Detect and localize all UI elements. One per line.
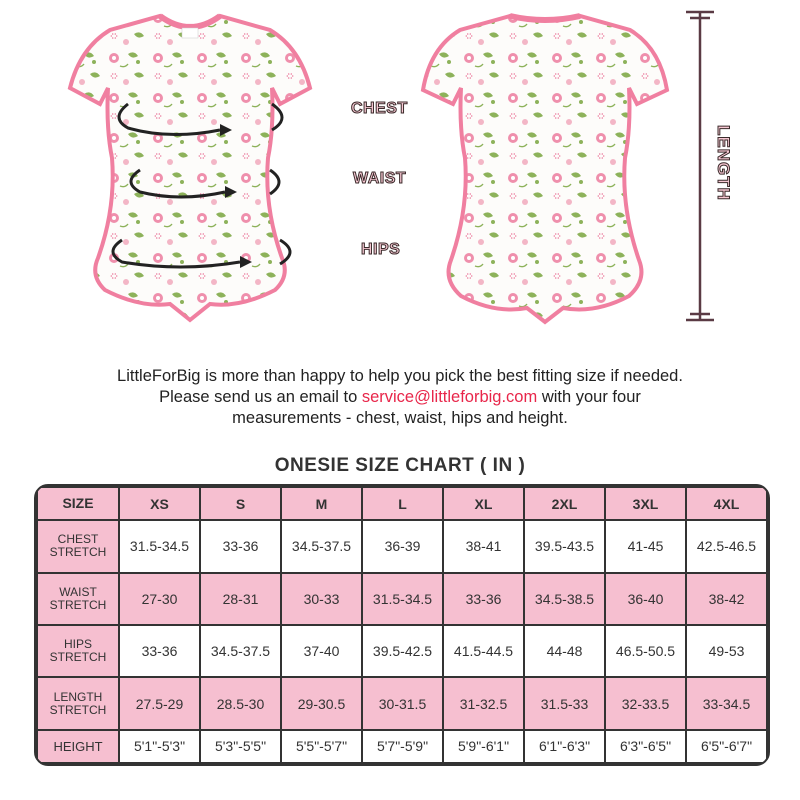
table-cell: 31.5-33 <box>525 678 604 728</box>
row-label-bottom: STRETCH <box>49 597 107 612</box>
measurement-arrows <box>100 90 310 280</box>
row-label-chest <box>38 521 118 571</box>
size-3xl: 3XL <box>606 488 685 519</box>
waist-label: WAIST <box>353 170 407 187</box>
row-label-bottom: STRETCH <box>49 650 107 665</box>
row-label-top: WAIST <box>59 584 97 599</box>
table-cell: 34.5-37.5 <box>282 521 361 571</box>
row-label-height: HEIGHT <box>38 731 118 762</box>
table-cell: 32-33.5 <box>606 678 685 728</box>
size-s: S <box>201 488 280 519</box>
row-label-length <box>38 678 118 728</box>
table-cell: 44-48 <box>525 626 604 676</box>
table-cell: 33-36 <box>201 521 280 571</box>
table-cell: 6'1"-6'3" <box>525 731 604 762</box>
chest-label: CHEST <box>351 100 408 117</box>
table-cell: 5'7"-5'9" <box>363 731 442 762</box>
table-cell: 31.5-34.5 <box>363 574 442 624</box>
table-cell: 39.5-42.5 <box>363 626 442 676</box>
info-line-2-post: with your four <box>537 388 641 406</box>
table-cell: 37-40 <box>282 626 361 676</box>
size-m: M <box>282 488 361 519</box>
table-cell: 41-45 <box>606 521 685 571</box>
row-label-bottom: STRETCH <box>49 545 107 560</box>
info-line-1: LittleForBig is more than happy to help you pick the best fitting size if needed. <box>117 367 683 385</box>
size-4xl: 4XL <box>687 488 766 519</box>
info-line-2 <box>20 387 780 408</box>
table-cell: 6'3"-6'5" <box>606 731 685 762</box>
table-cell: 6'5"-6'7" <box>687 731 766 762</box>
size-2xl: 2XL <box>525 488 604 519</box>
table-row-hips <box>38 626 766 676</box>
table-cell: 31-32.5 <box>444 678 523 728</box>
table-cell: 30-33 <box>282 574 361 624</box>
email-link[interactable]: service@littleforbig.com <box>361 388 538 406</box>
table-cell: 30-31.5 <box>363 678 442 728</box>
table-cell: 46.5-50.5 <box>606 626 685 676</box>
table-cell: 27-30 <box>120 574 199 624</box>
size-xs: XS <box>120 488 199 519</box>
row-label-top: CHEST <box>57 532 99 547</box>
hips-label: HIPS <box>361 241 401 258</box>
info-line-3: measurements - chest, waist, hips and height. <box>232 409 568 427</box>
table-cell: 34.5-38.5 <box>525 574 604 624</box>
table-cell: 5'9"-6'1" <box>444 731 523 762</box>
onesie-back-image <box>415 8 675 328</box>
info-line-2-pre: Please send us an email to <box>159 388 362 406</box>
table-row-height <box>38 731 766 762</box>
table-cell: 33-36 <box>120 626 199 676</box>
row-label-hips <box>38 626 118 676</box>
row-label-top: HIPS <box>63 637 92 652</box>
chart-title: ONESIE SIZE CHART ( IN ) <box>274 455 526 476</box>
table-cell: 36-40 <box>606 574 685 624</box>
size-header: SIZE <box>38 488 118 519</box>
table-cell: 5'3"-5'5" <box>201 731 280 762</box>
table-cell: 39.5-43.5 <box>525 521 604 571</box>
table-cell: 5'1"-5'3" <box>120 731 199 762</box>
size-chart-table <box>34 484 770 766</box>
row-label-waist <box>38 574 118 624</box>
table-cell: 41.5-44.5 <box>444 626 523 676</box>
table-cell: 36-39 <box>363 521 442 571</box>
table-row-chest <box>38 521 766 571</box>
header-row <box>38 488 766 519</box>
table-cell: 34.5-37.5 <box>201 626 280 676</box>
table-cell: 31.5-34.5 <box>120 521 199 571</box>
row-label-bottom: STRETCH <box>49 702 107 717</box>
table-cell: 42.5-46.5 <box>687 521 766 571</box>
table-row-length <box>38 678 766 728</box>
table-cell: 5'5"-5'7" <box>282 731 361 762</box>
table-cell: 38-42 <box>687 574 766 624</box>
length-label: LENGTH <box>714 125 733 201</box>
row-label-top: LENGTH <box>53 689 103 704</box>
table-row-waist <box>38 574 766 624</box>
info-text <box>20 366 780 429</box>
table-cell: 27.5-29 <box>120 678 199 728</box>
table-cell: 28.5-30 <box>201 678 280 728</box>
table-cell: 49-53 <box>687 626 766 676</box>
size-l: L <box>363 488 442 519</box>
table-cell: 29-30.5 <box>282 678 361 728</box>
table-cell: 38-41 <box>444 521 523 571</box>
table-cell: 33-34.5 <box>687 678 766 728</box>
table-cell: 33-36 <box>444 574 523 624</box>
table-cell: 28-31 <box>201 574 280 624</box>
size-xl: XL <box>444 488 523 519</box>
